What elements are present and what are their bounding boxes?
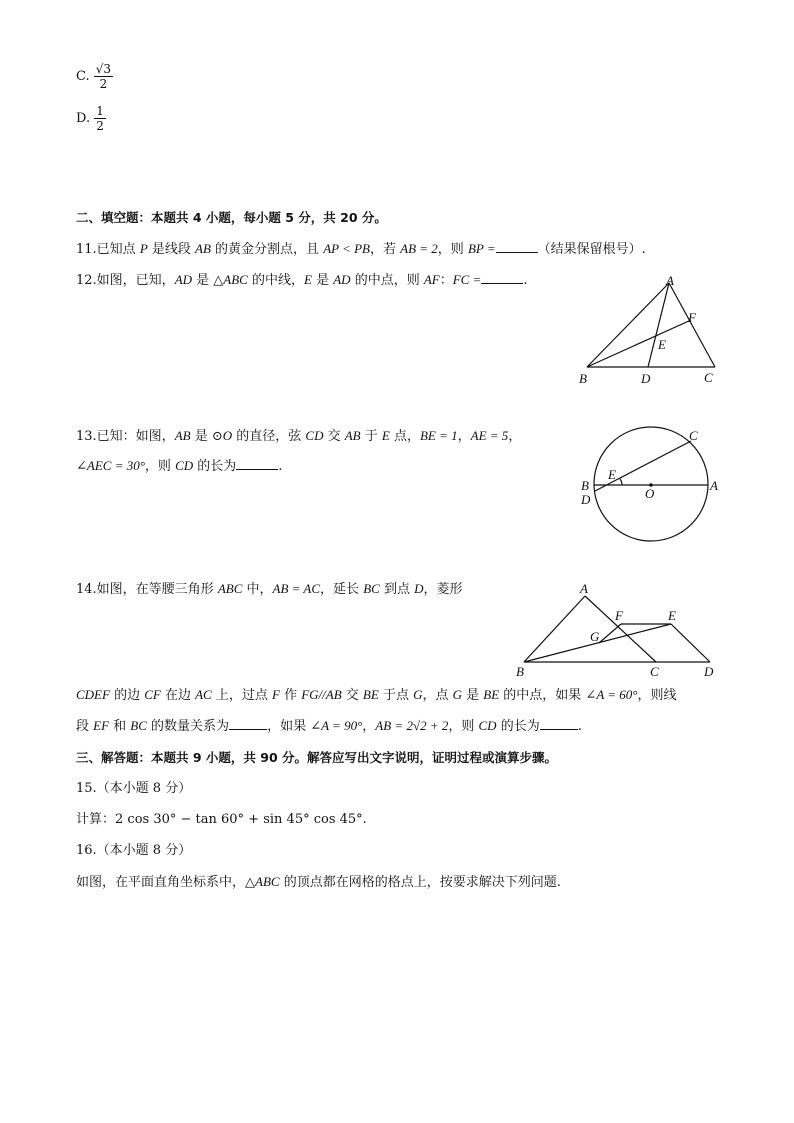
angle-mark [620,479,622,485]
label-f: F [615,608,623,623]
label-a: A [666,273,674,288]
label-d: D [581,492,591,507]
q14-math: EF [93,718,110,733]
q14-math: AB = AC [272,581,321,596]
q14-text: 是 [462,688,484,703]
q11-text: ，若 [370,242,401,257]
option-c-label: C. [76,69,90,84]
q12-text: 是 [311,273,334,288]
q14-text: 段 [76,719,94,734]
option-c-denominator: 2 [99,77,108,91]
option-c-fraction [94,62,113,91]
q12-text: 是 [192,273,214,288]
q11-text: ，则 [437,242,468,257]
q13-math: E [381,428,390,443]
q11-math: P [139,241,148,256]
q14-text: ，则 [448,719,479,734]
q16-text: 如图，在平面直角坐标系中， [76,875,246,890]
figure-12-triangle [570,272,730,390]
q14-text: 上，过点 [211,688,272,703]
section-3-heading: 三、解答题：本题共 9 小题，共 90 分。解答应写出文字说明，证明过程或演算步骤。 [76,750,558,765]
q14-text: ，延长 [320,582,364,597]
q14-text: 中， [242,582,273,597]
segment-ac [669,283,715,367]
q14-text: 的边 [109,688,145,703]
q14-math: FG//AB [301,687,342,702]
figure-14-rhombus [510,578,725,680]
label-c: C [650,664,659,679]
option-c-numerator: √3 [95,62,112,76]
q13-text: 是 ⊙ [190,429,223,444]
q13-math: BE = 1 [419,428,458,443]
q11-text: （结果保留根号）. [537,242,646,257]
q13-math: CD [305,428,324,443]
q12-text: 的中点，则 [350,273,424,288]
q14-text: ，点 [422,688,453,703]
segment-ab [524,596,585,662]
label-e: E [608,467,616,482]
q11-text: 的黄金分割点，且 [210,242,324,257]
label-b: B [581,478,589,493]
q14-math: G [413,687,423,702]
question-11 [76,240,646,259]
q14-math: BE [483,687,500,702]
label-c: C [689,428,698,443]
q15-text: 计算： [76,812,116,827]
chord-cd [595,441,691,491]
option-d [76,104,106,133]
q13-math: AB [344,428,361,443]
q11-math: AB = 2 [400,241,438,256]
option-d-label: D. [76,111,91,126]
q14-math: AB = 2√2 + 2 [375,718,449,733]
q14-math: ∠A = 90° [310,718,363,733]
segment-bf [587,320,691,367]
q14-math: AC [195,687,212,702]
q15-expression: 2 cos 30° − tan 60° + sin 45° cos 45° [115,812,363,827]
label-b: B [516,664,524,679]
q12-text: 的中线， [247,273,304,288]
q12-math: E [304,272,312,287]
q13-text: ， [508,429,522,444]
q14-math: BC [363,581,380,596]
q14-text: 的数量关系为 [146,719,230,734]
q13-text: 13.已知：如图， [76,429,175,444]
q14-math: F [272,687,280,702]
q14-math: BE [362,687,379,702]
option-d-fraction [94,104,106,133]
q15-text: . [362,812,367,827]
label-a: A [580,581,588,596]
option-d-denominator: 2 [96,119,104,133]
question-14-line2 [76,686,677,705]
q14-text: 的中点，如果 [499,688,586,703]
q14-math: ∠A = 60° [585,687,638,702]
question-15-title: 15.（本小题 8 分） [76,781,192,796]
q14-text: 于点 [378,688,414,703]
q11-math: AP < PB [323,241,370,256]
q12-math: △ABC [213,272,248,287]
q14-text: 作 [279,688,302,703]
q11-math: BP = [467,241,496,256]
q11-text: 是线段 [147,242,196,257]
option-d-numerator: 1 [96,104,104,118]
question-15-body [76,811,367,829]
label-e: E [668,608,676,623]
label-b: B [579,371,587,386]
label-f: F [688,310,696,325]
q13-text: 交 [323,429,345,444]
q13-math: CD [175,458,194,473]
label-g: G [590,629,600,644]
q14-math: BC [130,718,147,733]
question-14-line3 [76,717,582,736]
segment-ab [587,283,669,367]
q14-text: ，则线 [637,688,677,703]
q12-text: ： [439,273,453,288]
q12-math: FC = [452,272,482,287]
q14-text: 到点 [379,582,415,597]
q12-math: AD [174,272,193,287]
q14-text: 在边 [160,688,196,703]
q14-text: 的长为 [496,719,540,734]
q14-text: 14.如图，在等腰三角形 [76,582,218,597]
q11-answer-blank[interactable] [496,240,538,253]
q11-math: AB [195,241,211,256]
question-13-line1 [76,427,521,446]
q14-math: CDEF [76,687,110,702]
segment-ed [671,624,710,662]
q11-text: 11.已知点 [76,242,140,257]
q14-text: ， [362,719,376,734]
q14-text: 交 [341,688,363,703]
label-d: D [641,371,651,386]
section-2-heading: 二、填空题：本题共 4 小题，每小题 5 分，共 20 分。 [76,210,387,225]
q16-math: △ABC [245,874,280,889]
q13-text: 的直径，弦 [232,429,306,444]
q12-text: 12.如图，已知， [76,273,175,288]
q12-math: AD [333,272,351,287]
option-c [76,62,113,91]
q13-text: . [278,459,283,474]
q14-answer-blank-1[interactable] [229,717,267,730]
q16-text: 的顶点都在网格的格点上，按要求解决下列问题. [279,875,561,890]
q13-answer-blank[interactable] [236,457,278,470]
q14-text: . [577,719,582,734]
q14-math: CD [478,718,497,733]
label-a: A [710,478,718,493]
q12-math: AF [423,272,440,287]
q13-text: 的长为 [193,459,237,474]
figure-13-circle [576,422,726,544]
question-14-line1 [76,580,462,599]
label-e: E [658,337,666,352]
q14-text: ，如果 [267,719,311,734]
q13-math: AE = 5 [470,428,509,443]
label-o: O [645,486,655,501]
q12-text: . [523,273,528,288]
question-16-body [76,873,561,892]
question-16-title: 16.（本小题 8 分） [76,843,192,858]
q13-math: O [222,428,233,443]
q13-text: ，则 [144,459,176,474]
q14-math: D [414,581,424,596]
q13-math: AB [174,428,191,443]
q14-text: ，菱形 [423,582,463,597]
question-12 [76,271,528,290]
segment-ad [648,283,669,367]
q13-math: ∠AEC = 30° [76,458,145,473]
q13-text: ， [457,429,471,444]
q12-answer-blank[interactable] [481,271,523,284]
q14-math: ABC [217,581,243,596]
q14-answer-blank-2[interactable] [540,717,578,730]
question-13-line2 [76,457,282,476]
q14-text: 和 [109,719,131,734]
q14-math: CF [144,687,161,702]
q13-text: 点， [389,429,420,444]
label-d: D [704,664,714,679]
q14-math: G [452,687,462,702]
q13-text: 于 [360,429,382,444]
label-c: C [704,370,713,385]
